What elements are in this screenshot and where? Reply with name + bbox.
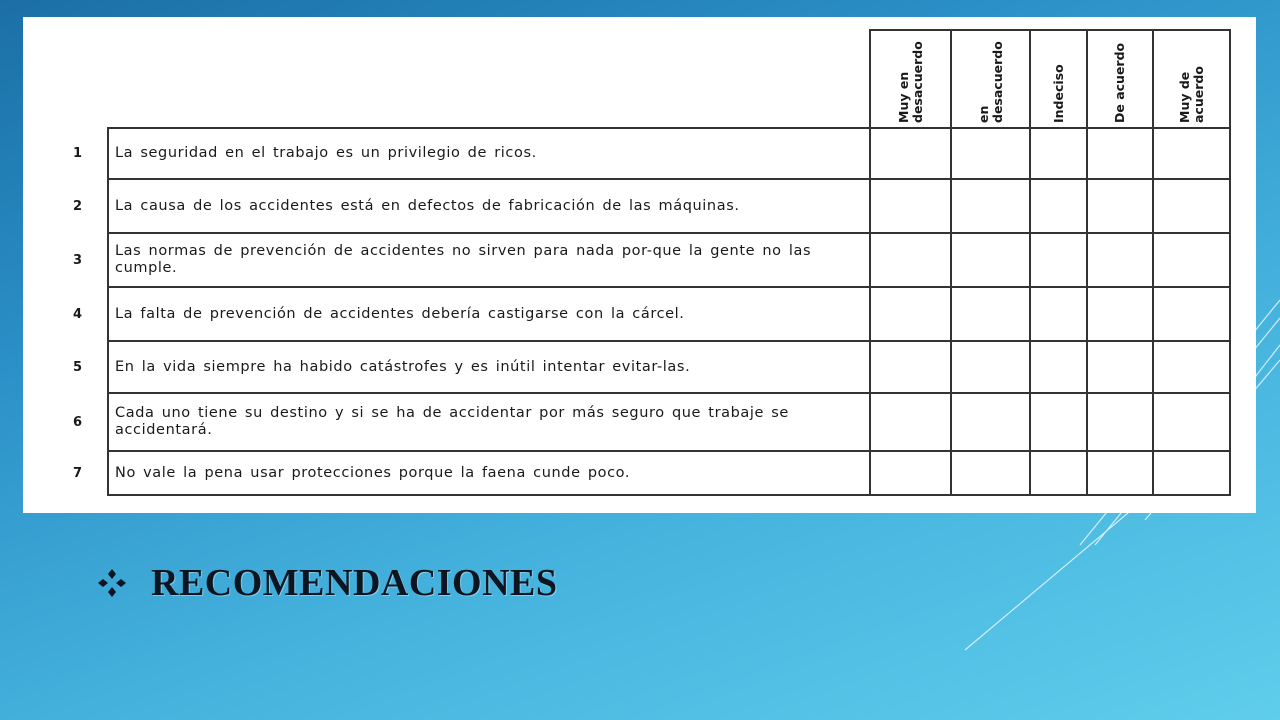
table-row <box>23 233 1230 287</box>
answer-cell[interactable] <box>1030 287 1087 341</box>
column-label: Muy de acuerdo <box>1176 66 1206 123</box>
column-header <box>870 30 951 128</box>
diamond-bullet-icon <box>97 568 127 598</box>
answer-cell[interactable] <box>1030 341 1087 393</box>
answer-cell[interactable] <box>1030 128 1087 179</box>
survey-table <box>23 29 1231 496</box>
answer-cell[interactable] <box>870 287 951 341</box>
column-header <box>1087 30 1153 128</box>
column-label: Indeciso <box>1050 64 1066 123</box>
row-statement: La seguridad en el trabajo es un privilegio de ricos. <box>108 128 870 179</box>
answer-cell[interactable] <box>951 287 1030 341</box>
row-statement: La causa de los accidentes está en defectos de fabricación de las máquinas. <box>108 179 870 233</box>
answer-cell[interactable] <box>1030 179 1087 233</box>
answer-cell[interactable] <box>1030 233 1087 287</box>
row-statement: La falta de prevención de accidentes debería castigarse con la cárcel. <box>108 287 870 341</box>
answer-cell[interactable] <box>1087 451 1153 495</box>
table-row <box>23 451 1230 495</box>
answer-cell[interactable] <box>1087 128 1153 179</box>
row-number: 3 <box>73 252 83 268</box>
answer-cell[interactable] <box>951 341 1030 393</box>
answer-cell[interactable] <box>951 128 1030 179</box>
row-number: 2 <box>73 198 83 214</box>
answer-cell[interactable] <box>1030 451 1087 495</box>
row-statement: Cada uno tiene su destino y si se ha de accidentar por más seguro que trabaje se accidentará. <box>108 393 870 451</box>
answer-cell[interactable] <box>1153 233 1230 287</box>
table-row <box>23 179 1230 233</box>
table-row <box>23 128 1230 179</box>
row-statement: En la vida siempre ha habido catástrofes y es inútil intentar evitar-las. <box>108 341 870 393</box>
answer-cell[interactable] <box>951 179 1030 233</box>
header-row <box>23 30 1230 128</box>
answer-cell[interactable] <box>951 233 1030 287</box>
answer-cell[interactable] <box>1153 451 1230 495</box>
answer-cell[interactable] <box>870 451 951 495</box>
column-label: en desacuerdo <box>975 41 1005 123</box>
row-number: 4 <box>73 306 83 322</box>
answer-cell[interactable] <box>1153 128 1230 179</box>
column-label: De acuerdo <box>1112 42 1127 123</box>
answer-cell[interactable] <box>1087 341 1153 393</box>
answer-cell[interactable] <box>1030 393 1087 451</box>
answer-cell[interactable] <box>870 341 951 393</box>
column-header <box>1153 30 1230 128</box>
row-number: 6 <box>73 414 83 430</box>
section-heading <box>97 558 558 608</box>
row-number: 5 <box>73 359 83 375</box>
table-row <box>23 287 1230 341</box>
table-row <box>23 341 1230 393</box>
heading-text: RECOMENDACIONES <box>151 562 558 604</box>
survey-table-image <box>23 17 1256 513</box>
answer-cell[interactable] <box>870 128 951 179</box>
column-header <box>951 30 1030 128</box>
answer-cell[interactable] <box>870 393 951 451</box>
answer-cell[interactable] <box>1153 393 1230 451</box>
answer-cell[interactable] <box>1087 287 1153 341</box>
answer-cell[interactable] <box>951 393 1030 451</box>
row-number: 1 <box>73 146 83 161</box>
answer-cell[interactable] <box>870 233 951 287</box>
row-number: 7 <box>73 465 83 481</box>
header-blank <box>23 30 870 128</box>
answer-cell[interactable] <box>1087 233 1153 287</box>
row-statement: No vale la pena usar protecciones porque la faena cunde poco. <box>108 451 870 495</box>
column-header <box>1030 30 1087 128</box>
answer-cell[interactable] <box>1087 179 1153 233</box>
answer-cell[interactable] <box>1153 287 1230 341</box>
answer-cell[interactable] <box>951 451 1030 495</box>
answer-cell[interactable] <box>1153 341 1230 393</box>
answer-cell[interactable] <box>1087 393 1153 451</box>
answer-cell[interactable] <box>1153 179 1230 233</box>
table-row <box>23 393 1230 451</box>
column-label: Muy en desacuerdo <box>895 41 925 123</box>
row-statement: Las normas de prevención de accidentes no sirven para nada por-que la gente no las cumple. <box>108 233 870 287</box>
answer-cell[interactable] <box>870 179 951 233</box>
